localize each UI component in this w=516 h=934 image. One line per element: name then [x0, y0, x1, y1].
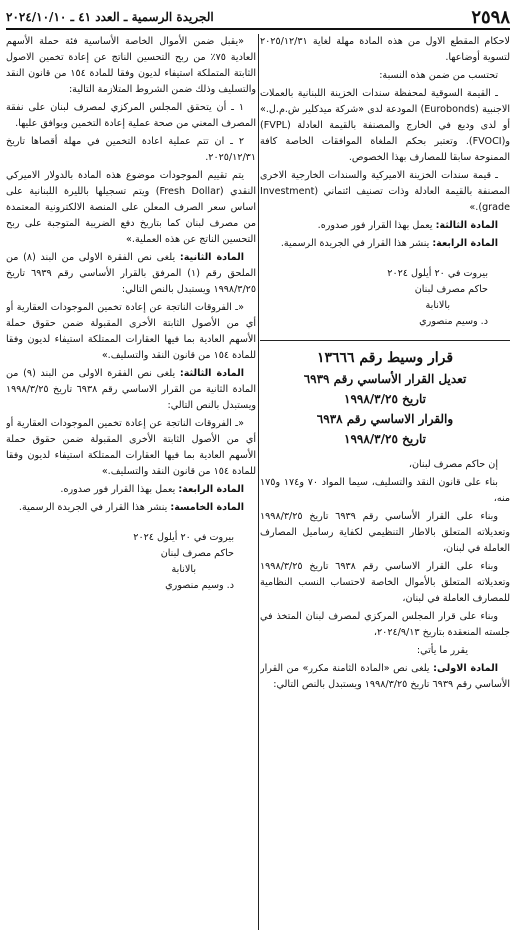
decision-number: قرار وسيط رقم ١٣٦٦٦: [316, 350, 454, 366]
paragraph: إن حاكم مصرف لبنان،: [408, 459, 498, 470]
article-label: المادة الاولى:: [433, 663, 498, 674]
article-text: يلغى نص الفقرة الاولى من البند (٨) من الملحق رقم (١) المرفق بالقرار الأساسي رقم ٦٩٣٩ تاريخ ١٩٩٨/٣/٢٥ ويستبدل بالنص التالي:: [6, 252, 256, 295]
decision-heading: [260, 347, 510, 449]
decision-date: تاريخ ١٩٩٨/٣/٢٥: [344, 432, 426, 446]
decision-date: تاريخ ١٩٩٨/٣/٢٥: [344, 392, 426, 406]
article-label: المادة الخامسة:: [170, 502, 244, 513]
article-text: ينشر هذا القرار في الجريدة الرسمية.: [280, 238, 430, 249]
article-three: [260, 218, 510, 234]
article-three: [6, 366, 256, 414]
article-text: يلغى نص الفقرة الاولى من البند (٩) من المادة الثانية من القرار الاساسي رقم ٦٩٣٨ تاريخ ١٩٩٨/٣/٢٥ ويستبدل بالنص التالي:: [6, 368, 256, 411]
signature-acting: بالانابة: [171, 564, 196, 575]
paragraph: لاحكام المقطع الاول من هذه المادة مهلة لغاية ٢٠٢٥/١٢/٣١ لتسوية أوضاعها.: [260, 36, 510, 63]
column-divider: [258, 34, 259, 930]
paragraph: ـ القيمة السوقية لمحفظة سندات الخزينة اللبنانية بالعملات الاجنبية (Eurobonds) المودعة لدى «شركة ميدكلير ش.م.ل.» أو لدى وديع في الخارج والمصنفة بالقيمة العادلة (FVPL) و(FVOCI). وتعتبر بحكم الملغاة الموافقات الخاصة كافة الممنوحة سابقا للمصارف بهذا الخصوص.: [260, 88, 510, 163]
paragraph: تحتسب من ضمن هذه النسبة:: [379, 70, 498, 81]
article-label: المادة الرابعة:: [178, 484, 244, 495]
signature-title: حاكم مصرف لبنان: [414, 284, 488, 295]
article-text: يعمل بهذا القرار فور صدوره.: [60, 484, 176, 495]
paragraph: وبناء على قرار المجلس المركزي لمصرف لبنان المتخذ في جلسته المنعقدة بتاريخ ٢٠٢٤/٩/١٣،: [260, 611, 510, 638]
article-five: [6, 500, 256, 516]
article-text: ينشر هذا القرار في الجريدة الرسمية.: [18, 502, 168, 513]
signature-title: حاكم مصرف لبنان: [160, 548, 234, 559]
paragraph: «يقبل ضمن الأموال الخاصة الأساسية فئة حملة الأسهم العادية ٧٥٪ من ربح التحسين الناتج عن إعادة تخمين الاصول الثابتة المتملكة استيفاء لديون وفقا للمادة ١٥٤ من قانون النقد والتسليف وذلك ضمن الشروط المتلازمة التالية:: [6, 36, 256, 95]
paragraph: وبناء على القرار الأساسي رقم ٦٩٣٩ تاريخ ١٩٩٨/٣/٢٥ وتعديلاته المتعلق بالاطار التنظيمي لكفاية رساميل المصارف العاملة في لبنان،: [260, 511, 510, 554]
signature-date: بيروت في ٢٠ أيلول ٢٠٢٤: [133, 532, 234, 543]
paragraph: بناء على قانون النقد والتسليف، سيما المواد ٧٠ و١٧٤ و١٧٥ منه،: [260, 477, 510, 504]
article-text: يلغى نص «المادة الثامنة مكرر» من القرار الأساسي رقم ٦٩٣٩ تاريخ ١٩٩٨/٣/٢٥ ويستبدل بالنص التالي:: [260, 663, 510, 690]
right-column: [260, 34, 510, 930]
article-label: المادة الثانية:: [179, 252, 244, 263]
paragraph: وبناء على القرار الاساسي رقم ٦٩٣٨ تاريخ ١٩٩٨/٣/٢٥ وتعديلاته المتعلق بالأموال الخاصة لاحتساب النسب النظامية للمصارف العاملة في لبنان،: [260, 561, 510, 604]
paragraph: يتم تقييم الموجودات موضوع هذه المادة بالدولار الاميركي النقدي (Fresh Dollar) ويتم تسجيلها بالليرة اللبنانية على اساس سعر الصرف المعلن على المنصة الالكترونية المعتمدة من مصرف لبنان كما بتاريخ دفع الضريبة المتوجبة على ربح التحسين الناتج عن هذه العملية.»: [6, 170, 256, 245]
article-label: المادة الرابعة:: [432, 238, 498, 249]
signature-acting: بالانابة: [425, 300, 450, 311]
paragraph: «ـ الفروقات الناتجة عن إعادة تخمين الموجودات العقارية أو أي من الأصول الثابتة الأخرى المقبولة ضمن حقوق حملة الأسهم العادية بما فيها العقارات الممتلكة استيفاء لديون وفقا للمادة ١٥٤ من قانون النقد والتسليف.»: [6, 302, 256, 361]
page-number: ٢٥٩٨: [471, 6, 510, 28]
article-text: يعمل بهذا القرار فور صدوره.: [317, 220, 433, 231]
paragraph: ١ ـ أن يتحقق المجلس المركزي لمصرف لبنان على نفقة المصرف المعني من صحة عملية إعادة التخمين ويوافق عليها.: [6, 102, 256, 129]
page-header: [6, 6, 510, 30]
article-one: [260, 661, 510, 693]
left-column: [6, 34, 256, 930]
gazette-title: الجريدة الرسمية ـ العدد ٤١ ـ ٢٠٢٤/١٠/١٠: [6, 10, 214, 24]
paragraph: يقرر ما يأتي:: [416, 645, 468, 656]
article-two: [6, 250, 256, 298]
article-four: [260, 236, 510, 252]
article-label: المادة الثالثة:: [435, 220, 498, 231]
paragraph: ـ قيمة سندات الخزينة الاميركية والسندات الخارجية الاخرى المصنفة بالقيمة العادلة وذات تصنيف ائتماني (Investment grade).»: [260, 170, 510, 213]
decision-subtitle: تعديل القرار الأساسي رقم ٦٩٣٩: [303, 372, 467, 386]
article-label: المادة الثالثة:: [179, 368, 244, 379]
paragraph: ٢ ـ ان تتم عملية اعادة التخمين في مهلة أقصاها تاريخ ٢٠٢٥/١٢/٣١.: [6, 136, 256, 163]
signature-date: بيروت في ٢٠ أيلول ٢٠٢٤: [387, 268, 488, 279]
decision-subtitle: والقرار الاساسي رقم ٦٩٣٨: [316, 412, 454, 426]
paragraph: «ـ الفروقات الناتجة عن إعادة تخمين الموجودات العقارية أو أي من الأصول الثابتة الأخرى المقبولة ضمن حقوق حملة الأسهم العادية بما فيها العقارات الممتلكة استيفاء لديون وفقا للمادة ١٥٤ من قانون النقد والتسليف.»: [6, 418, 256, 477]
signature-name: د. وسيم منصوري: [165, 580, 234, 591]
section-divider: [260, 340, 510, 341]
article-four: [6, 482, 256, 498]
signature-name: د. وسيم منصوري: [419, 316, 488, 327]
